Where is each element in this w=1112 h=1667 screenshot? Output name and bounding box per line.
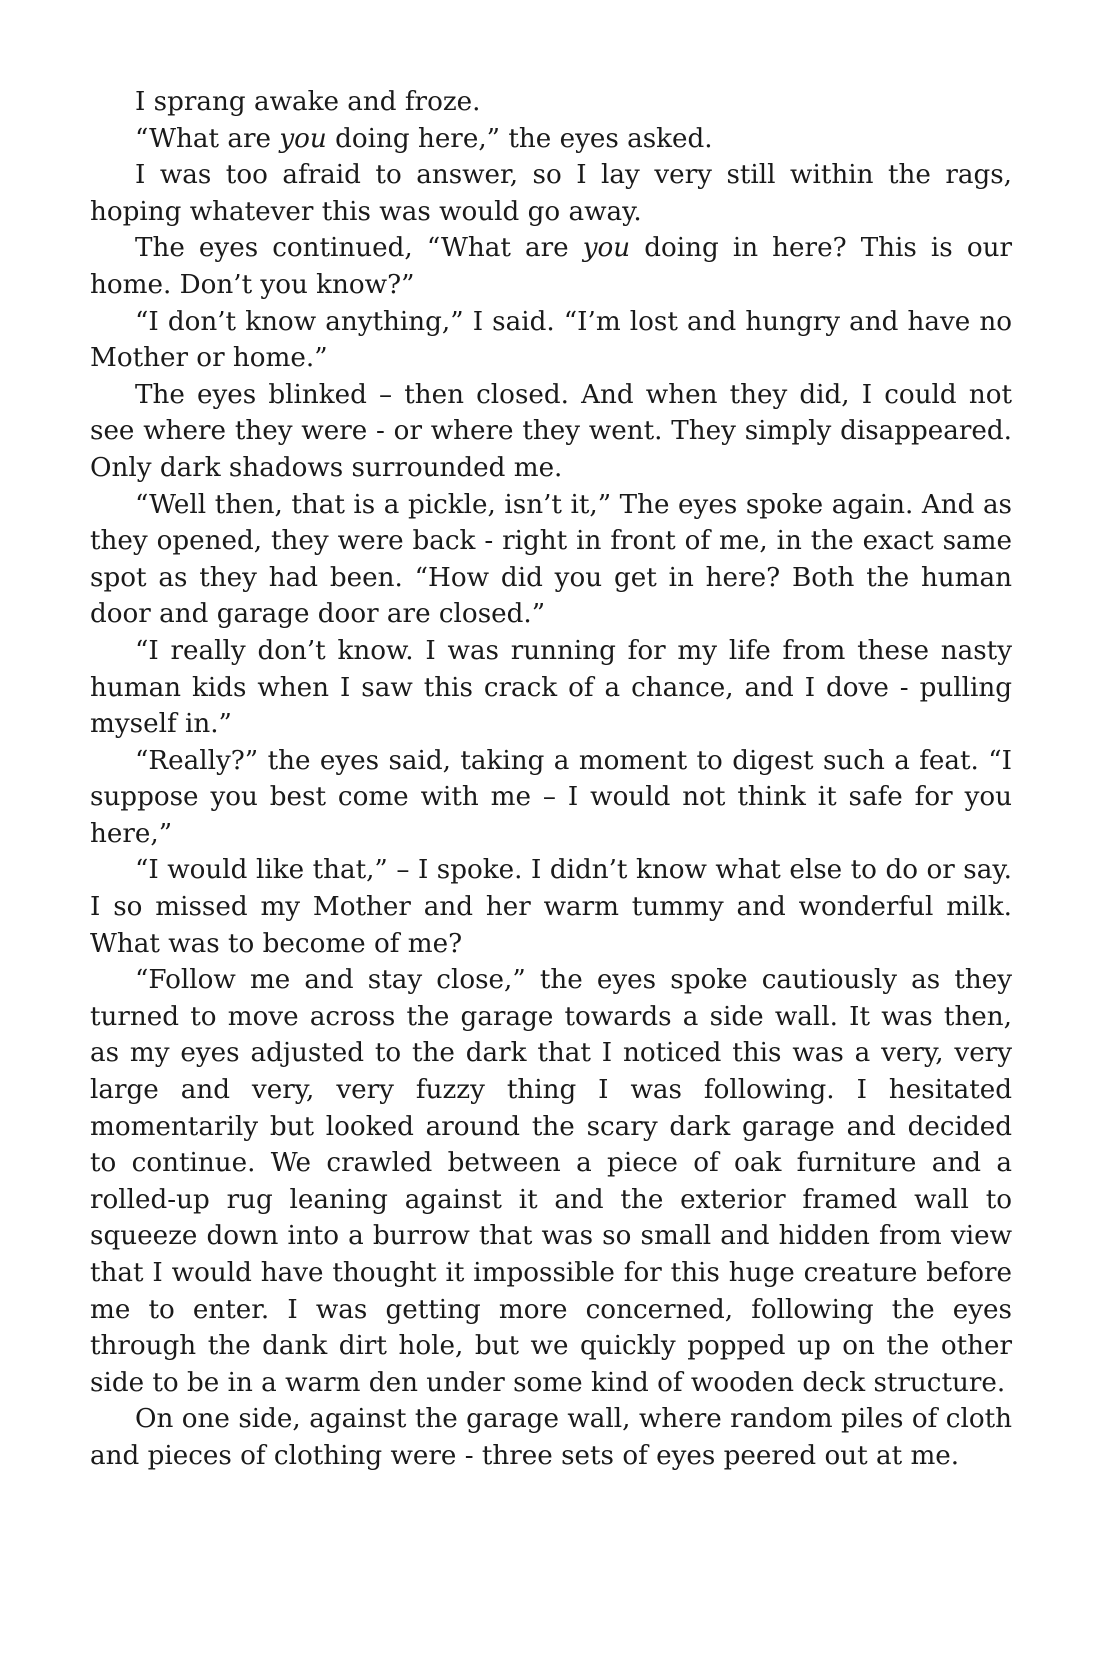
paragraph-text: The eyes blinked – then closed. And when they did, I could not see where they were - or where they went. They simply disappeared. Only dark shadows surrounded me.: [90, 379, 1012, 483]
paragraph-text: doing in here? This is our home. Don’t you know?”: [90, 233, 1012, 300]
paragraph: [90, 852, 1012, 962]
paragraph: [90, 633, 1012, 743]
paragraph-text: On one side, against the garage wall, where random piles of cloth and pieces of clothing were - three sets of eyes peered out at me.: [90, 1404, 1012, 1471]
paragraph: [90, 230, 1012, 303]
emphasis-text: you: [279, 123, 327, 154]
paragraph-text: “I really don’t know. I was running for my life from these nasty human kids when I saw this crack of a chance, and I dove - pulling myself in.”: [90, 635, 1012, 740]
paragraph-text: “I would like that,” – I spoke. I didn’t know what else to do or say. I so missed my Mother and her warm tummy and wonderful milk. What was to become of me?: [90, 855, 1012, 959]
paragraph: [90, 121, 1012, 158]
paragraph-text: “Follow me and stay close,” the eyes spoke cautiously as they turned to move across the garage towards a side wall. It was then, as my eyes adjusted to the dark that I noticed this was a very, very large and very, very fuzzy thing I was following. I hesitated momentarily but looked around the scary dark garage and decided to continue. We crawled between a piece of oak furniture and a rolled-up rug leaning against it and the exterior framed wall to squeeze down into a burrow that was so small and hidden from view that I would have thought it impossible for this huge creature before me to enter. I was getting more concerned, following the eyes through the dank dirt hole, but we quickly popped up on the other side to be in a warm den under some kind of wooden deck structure.: [90, 965, 1012, 1398]
paragraph: [90, 487, 1012, 633]
paragraph: [90, 157, 1012, 230]
paragraph: [90, 304, 1012, 377]
paragraph: [90, 743, 1012, 853]
paragraph: [90, 1401, 1012, 1474]
paragraph: [90, 84, 1012, 121]
paragraph-text: I sprang awake and froze.: [135, 87, 481, 117]
emphasis-text: you: [582, 233, 631, 264]
paragraph: [90, 962, 1012, 1401]
paragraph-text: doing here,” the eyes asked.: [326, 123, 713, 154]
paragraph-text: “What are: [135, 123, 280, 154]
paragraph-text: “Well then, that is a pickle, isn’t it,” The eyes spoke again. And as they opened, they were back - right in front of me, in the exact same spot as they had been. “How did you get in here? Both the human door and garage door are closed.”: [90, 489, 1012, 630]
paragraph-text: The eyes continued, “What are: [135, 233, 583, 264]
paragraph-text: “I don’t know anything,” I said. “I’m lost and hungry and have no Mother or home.”: [90, 306, 1012, 374]
paragraph-text: “Really?” the eyes said, taking a moment to digest such a feat. “I suppose you best come with me – I would not think it safe for you here,”: [90, 745, 1012, 849]
paragraph-text: I was too afraid to answer, so I lay very still within the rags, hoping whatever this was would go away.: [90, 160, 1012, 227]
book-page: [90, 84, 1012, 1475]
paragraph: [90, 377, 1012, 487]
